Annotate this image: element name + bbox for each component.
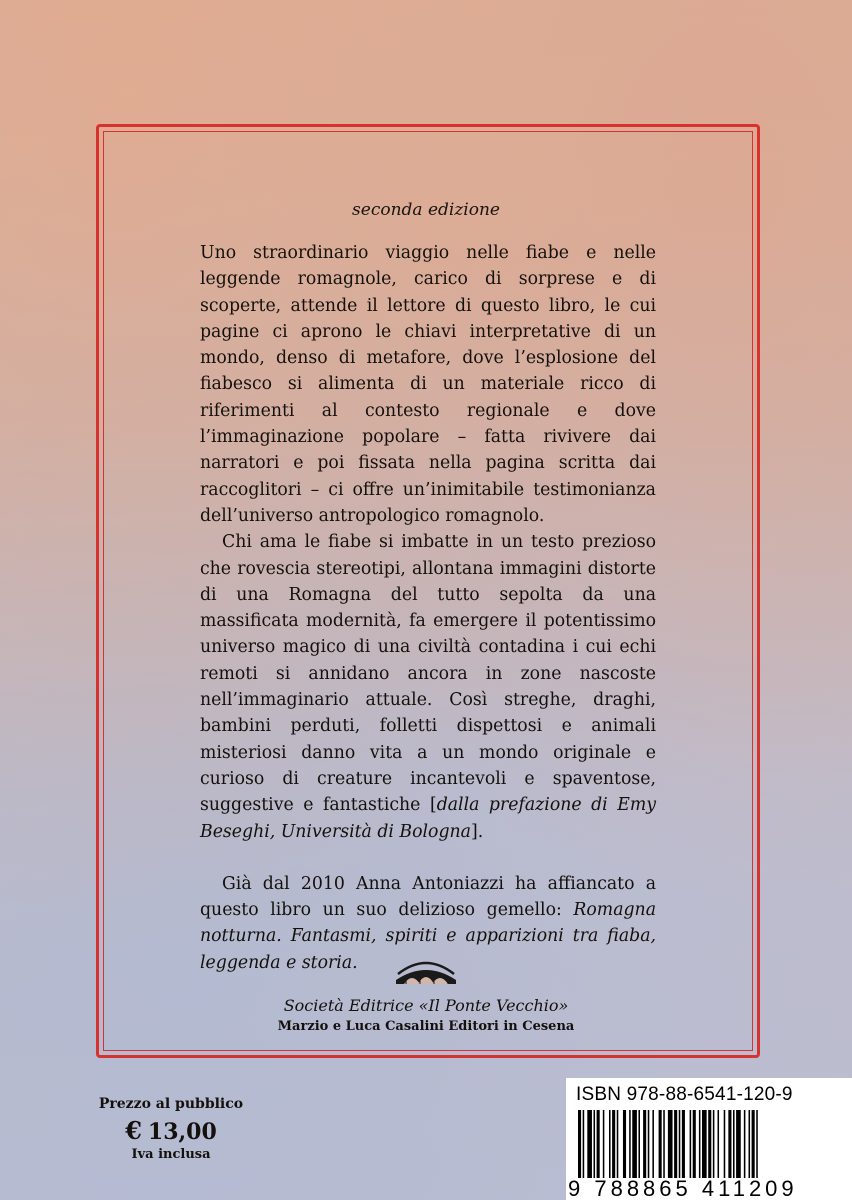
barcode-icon: [576, 1110, 842, 1188]
blurb-paragraph-2: Chi ama le fiabe si imbatte in un testo prezioso che rovescia stereotipi, allontana immagini distorte di una Romagna del tutto sepolta da una massificata modernità, fa emergere il potentissimo universo magico di una civiltà contadina i cui echi remoti si annidano ancora in zone nascoste nell’immaginario attuale. Così streghe, draghi, bambini perduti, folletti dispettosi e animali misteriosi danno vita a un mondo originale e curioso di creature incantevoli e spaventose, suggestive e fantastiche [dalla prefazione di Emy Beseghi, Università di Bologna].: [200, 532, 656, 842]
edition-label: seconda edizione: [352, 200, 500, 220]
price-value: [96, 1116, 246, 1145]
blurb-paragraph-1: Uno straordinario viaggio nelle fiabe e nelle leggende romagnole, carico di sorprese e di scoperte, attende il lettore di questo libro, le cui pagine ci aprono le chiavi interpretative di un mondo, denso di metafore, dove l’esplosione del fiabesco si alimenta di un materiale ricco di riferimenti al contesto regionale e dove l’immaginazione popolare – fatta rivivere dai narratori e poi fissata nella pagina scritta dai raccoglitori – ci offre un’inimitabile testimonianza dell’universo antropologico romagnolo.: [200, 243, 656, 526]
publisher-editors: Marzio e Luca Casalini Editori in Cesena: [277, 1019, 575, 1034]
price-amount: 13,00: [147, 1119, 217, 1145]
isbn-barcode-box: [566, 1078, 852, 1200]
isbn-label: ISBN 978-88-6541-120-9: [576, 1084, 793, 1105]
blurb-text: [200, 240, 656, 976]
publisher-bridge-logo-icon: [394, 950, 458, 990]
companion-book-title: Romagna notturna. Fantasmi, spiriti e apparizioni tra fiaba, leggenda e storia.: [200, 900, 656, 973]
euro-symbol: €: [125, 1116, 142, 1145]
barcode-digits: 9 788865 411209: [568, 1178, 850, 1200]
price-label: Prezzo al pubblico: [98, 1096, 244, 1112]
blurb-paragraph-3: Già dal 2010 Anna Antoniazzi ha affiancato a questo libro un suo delizioso gemello: Romagna notturna. Fantasmi, spiriti e apparizioni tra fiaba, leggenda e storia.: [200, 873, 656, 973]
price-box: [96, 1096, 246, 1162]
vat-note: Iva inclusa: [131, 1147, 211, 1162]
publisher-name: Società Editrice «Il Ponte Vecchio»: [283, 996, 569, 1015]
preface-attribution: dalla prefazione di Emy Beseghi, Università di Bologna: [200, 795, 656, 842]
